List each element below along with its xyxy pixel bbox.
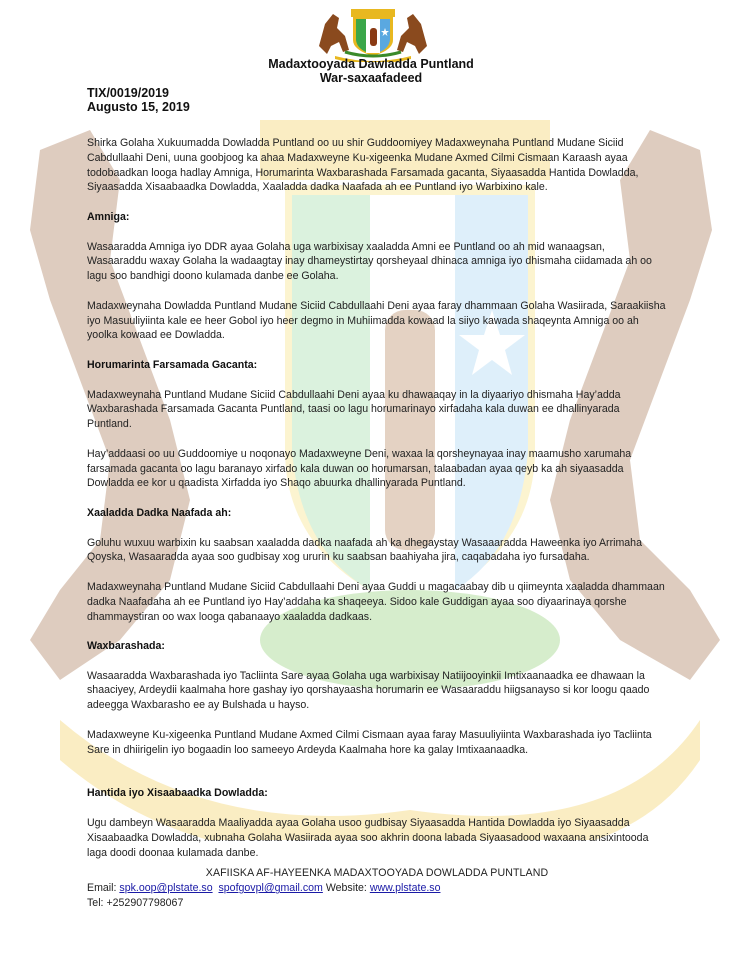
intro-paragraph: Shirka Golaha Xukuumadda Dowladda Puntland oo uu shir Guddoomiyey Madaxweynaha Puntland Mudane Siciid Cabdullaahi Deni, uuna goobjoog ka ahaa Madaxweyne Ku-xigeenka Mudane Axmed Cilmi Cismaan Karaash ayaa todobaadkan looga hadlay Amniga, Horumarinta Waxbarashada Farsamada gacanta, Siyaasadda Hantida Dowladda, Siyaasadda Xisaabaadka Dowladda, Xaaladda dadka Naafada ah ee Puntland iyo Warbixino kale. [87, 137, 639, 194]
paragraph: Ugu dambeyn Wasaaradda Maaliyadda ayaa Golaha usoo gudbisay Siyaasadda Hantida Dowladda iyo Siyaasadda Xisaabaadka Dowladda, xubnaha Golaha Wasiirada ayaa soo akhrin doona labada Siyaasadood waxaana ansixintooda laga doodi doonaa kulamada danbe. [87, 817, 649, 859]
website-label: Website: [325, 882, 367, 895]
paragraph: Madaxweyne Ku-xigeenka Puntland Mudane Axmed Cilmi Cismaan ayaa faray Masuuliyiinta Waxbarashada iyo Tacliinta Sare in dhiirigelin iyo bogaadin loo sameeyo Ardeyda Kaalmaha hore ka galay Imtixaanaadka. [87, 728, 652, 756]
paragraph: Hay’addaasi oo uu Guddoomiye u noqonayo Madaxweyne Deni, waxaa la qorsheynayaa inay maamusho xarumaha farsamada gacanta oo lagu baranayo xirfado kala duwan oo horumarsan, talaabadan ayaa qeyb ka ah siyaasadda Dowladda ee kor u qaadista Xirfadda iyo Shaqo abuurka dhallinyarada Puntland. [87, 447, 632, 490]
email-link-secondary[interactable]: spofgovpl@gmail.com [218, 882, 323, 895]
section-heading-amniga: Amniga: [87, 210, 130, 223]
phone-line [87, 896, 667, 911]
paragraph: Madaxweynaha Puntland Mudane Siciid Cabdullaahi Deni ayaa Guddi u magacaabay dib u qiimeynta xaaladda dhammaan dadka Naafadaha ah ee Puntland iyo Hay’addaha ka shaqeeya. Sidoo kale Guddigan ayaa soo diyaarinaya qorshe dhammaystiran oo wax looga qabanaayo xaaladda dadkaas. [87, 580, 665, 623]
email-label: Email: [87, 882, 117, 895]
letterhead [0, 57, 742, 85]
website-link[interactable]: www.plstate.so [369, 882, 441, 895]
section-heading-farsamada: Horumarinta Farsamada Gacanta: [87, 358, 258, 371]
office-name: XAFIISKA AF-HAYEENKA MADAXTOOYADA DOWLADDA PUNTLAND [205, 867, 549, 880]
document-body [87, 136, 667, 911]
reference-number: TIX/0019/2019 [87, 86, 170, 100]
section-heading-naafada: Xaaladda Dadka Naafada ah: [87, 506, 232, 519]
paragraph: Wasaaradda Waxbarashada iyo Tacliinta Sare ayaa Golaha uga warbixisay Natiijooyinkii Imtixaanaadka ee dhawaan la shaaciyey, Ardeydii kaalmaha hore gashay iyo qorshayaasha horumarin ee Wasaaraddu hiigsanayso si kor loogu qaado adeegga Waxbarasho ee ay Bulshada u hayso. [87, 669, 650, 712]
coat-of-arms-icon [315, 6, 431, 62]
email-link-primary[interactable]: spk.oop@plstate.so [119, 882, 213, 895]
paragraph: Madaxweynaha Puntland Mudane Siciid Cabdullaahi Deni ayaa ku dhawaaqay in la diyaariyo dhismaha Hay’adda Waxbarashada Farsamada Gacanta Puntland, taasi oo lagu horumarinayo xirfadaha kala duwan ee dhallinyarada Puntland. [87, 388, 621, 431]
section-heading-hantida: Hantida iyo Xisaabaadka Dowladda: [87, 787, 268, 800]
contact-line [87, 881, 667, 896]
release-date: Augusto 15, 2019 [87, 100, 190, 114]
tel-number: +252907798067 [106, 897, 184, 910]
paragraph: Goluhu wuxuu warbixin ku saabsan xaaladda dadka naafada ah ka dhegaystay Wasaaaradda Haweenka iyo Arrimaha Qoyska, Wasaaradda ayaa soo gudbisay xog ururin ku saabsan baahiyaha jira, caqabadaha iyo fursadaha. [87, 536, 642, 564]
reference-block [87, 86, 190, 114]
paragraph: Madaxweynaha Dowladda Puntland Mudane Siciid Cabdullaahi Deni ayaa faray dhammaan Golaha Wasiirada, Saraakiisha iyo Masuuliyiinta kale ee heer Gobol iyo heer degmo in Muhiimadda kowaad la siiyo kawada shaqeynta Amniga oo ah yoolka kowaad ee Dowladda. [87, 299, 666, 342]
document-type: War-saxaafadeed [319, 71, 423, 85]
section-heading-waxbarashada: Waxbarashada: [87, 640, 165, 653]
tel-label: Tel: [87, 897, 104, 910]
paragraph: Wasaaradda Amniga iyo DDR ayaa Golaha uga warbixisay xaaladda Amni ee Puntland oo ah mid wanaagsan, Wasaaraddu waxay Golaha la wadaagtay inay dhameystirtay qorsheyaal dhinaca amniga iyo dhismaha ciidamada ah oo lagu soo bandhigi doono kulamada danbe ee Golaha. [87, 240, 652, 283]
organization-name: Madaxtooyada Dawladda Puntland [268, 57, 474, 71]
